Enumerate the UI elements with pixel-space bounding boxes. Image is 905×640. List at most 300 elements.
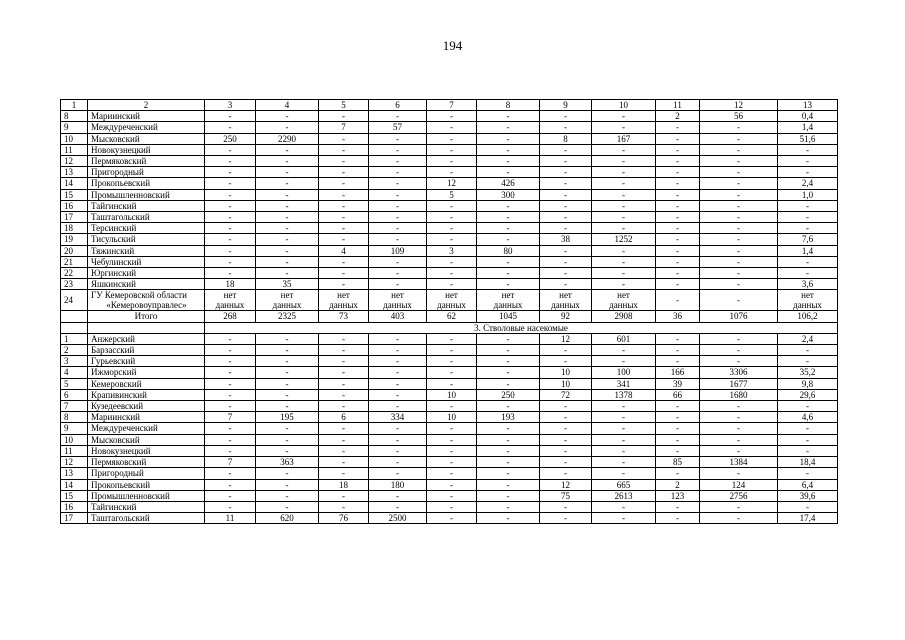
district-name: Новокузнецкий — [88, 144, 205, 155]
no-data-cell — [369, 290, 427, 311]
value-cell: - — [256, 167, 319, 178]
value-cell: - — [700, 245, 778, 256]
value-cell: - — [700, 256, 778, 267]
value-cell: - — [319, 256, 369, 267]
no-data-cell — [319, 290, 369, 311]
value-cell: - — [700, 178, 778, 189]
no-data-line2: данных — [272, 300, 302, 311]
value-cell: - — [319, 501, 369, 512]
row-number: 8 — [61, 111, 88, 122]
value-cell: - — [205, 234, 256, 245]
value-cell: - — [540, 468, 592, 479]
row-number: 9 — [61, 423, 88, 434]
no-data-line2: данных — [215, 300, 245, 311]
value-cell: - — [540, 200, 592, 211]
value-cell: - — [540, 189, 592, 200]
value-cell: - — [592, 356, 656, 367]
value-cell: 85 — [656, 457, 700, 468]
district-name: Юргинский — [88, 268, 205, 279]
value-cell: - — [778, 200, 838, 211]
value-cell: - — [592, 279, 656, 290]
value-cell: - — [778, 167, 838, 178]
value-cell: - — [477, 234, 540, 245]
value-cell: - — [592, 468, 656, 479]
value-cell: - — [477, 223, 540, 234]
no-data-line1: нет — [223, 290, 237, 301]
column-number: 8 — [477, 100, 540, 111]
value-cell: - — [256, 111, 319, 122]
value-cell: - — [592, 111, 656, 122]
value-cell: - — [592, 513, 656, 524]
value-cell: - — [369, 468, 427, 479]
column-number: 11 — [656, 100, 700, 111]
value-cell: 2756 — [700, 490, 778, 501]
value-cell: - — [369, 367, 427, 378]
value-cell: 10 — [540, 378, 592, 389]
value-cell: - — [319, 356, 369, 367]
value-cell: - — [205, 167, 256, 178]
no-data-line2: данных — [383, 300, 412, 311]
value-cell: - — [256, 345, 319, 356]
value-cell: - — [700, 345, 778, 356]
value-cell: 2 — [656, 479, 700, 490]
table-row — [61, 122, 838, 133]
row-number: 11 — [61, 144, 88, 155]
value-cell: 2 — [656, 111, 700, 122]
value-cell: 35,2 — [778, 367, 838, 378]
value-cell: - — [592, 167, 656, 178]
value-cell: - — [592, 268, 656, 279]
value-cell: - — [369, 423, 427, 434]
row-number: 23 — [61, 279, 88, 290]
value-cell: - — [427, 234, 477, 245]
value-cell: - — [477, 156, 540, 167]
value-cell: 3,6 — [778, 279, 838, 290]
value-cell: - — [205, 445, 256, 456]
value-cell: - — [205, 189, 256, 200]
value-cell: - — [656, 412, 700, 423]
district-name: Промышленновский — [88, 490, 205, 501]
table-row — [61, 434, 838, 445]
value-cell: - — [319, 167, 369, 178]
value-cell: - — [369, 189, 427, 200]
value-cell: - — [256, 401, 319, 412]
value-cell: 1677 — [700, 378, 778, 389]
value-cell: - — [656, 468, 700, 479]
total-value: 1076 — [700, 311, 778, 322]
value-cell: - — [540, 122, 592, 133]
value-cell: - — [256, 434, 319, 445]
value-cell: - — [369, 378, 427, 389]
value-cell: - — [656, 279, 700, 290]
value-cell: - — [369, 345, 427, 356]
value-cell: - — [700, 445, 778, 456]
row-number: 11 — [61, 445, 88, 456]
value-cell: - — [700, 333, 778, 344]
row-number: 21 — [61, 256, 88, 267]
total-value: 403 — [369, 311, 427, 322]
table-row — [61, 468, 838, 479]
value-cell: - — [427, 423, 477, 434]
value-cell: - — [369, 133, 427, 144]
table-row — [61, 412, 838, 423]
value-cell: - — [369, 223, 427, 234]
value-cell: - — [319, 445, 369, 456]
value-cell: - — [540, 345, 592, 356]
value-cell: - — [427, 122, 477, 133]
value-cell: - — [369, 501, 427, 512]
value-cell: - — [256, 468, 319, 479]
value-cell: - — [319, 200, 369, 211]
value-cell: - — [427, 268, 477, 279]
value-cell: - — [700, 423, 778, 434]
value-cell: - — [700, 268, 778, 279]
value-cell: 1384 — [700, 457, 778, 468]
value-cell: 38 — [540, 234, 592, 245]
organization-name-line1: ГУ Кемеровской области — [91, 290, 187, 301]
value-cell: - — [540, 268, 592, 279]
row-number: 6 — [61, 389, 88, 400]
value-cell: - — [319, 156, 369, 167]
row-number: 17 — [61, 212, 88, 223]
value-cell: - — [477, 279, 540, 290]
value-cell: - — [592, 178, 656, 189]
row-number: 20 — [61, 245, 88, 256]
value-cell: - — [369, 268, 427, 279]
value-cell: - — [477, 122, 540, 133]
value-cell: - — [700, 468, 778, 479]
value-cell: - — [319, 279, 369, 290]
value-cell: - — [778, 401, 838, 412]
value-cell: 6,4 — [778, 479, 838, 490]
value-cell: - — [256, 212, 319, 223]
district-name: Прокопьевский — [88, 178, 205, 189]
value-cell: - — [477, 378, 540, 389]
value-cell: - — [778, 256, 838, 267]
value-cell: - — [205, 256, 256, 267]
no-data-cell — [477, 290, 540, 311]
value-cell: - — [256, 144, 319, 155]
value-cell: - — [656, 256, 700, 267]
value-cell: - — [592, 401, 656, 412]
district-name: Терсинский — [88, 223, 205, 234]
row-number: 4 — [61, 367, 88, 378]
table-row — [61, 490, 838, 501]
value-cell: - — [427, 401, 477, 412]
table-row — [61, 256, 838, 267]
value-cell: - — [205, 468, 256, 479]
value-cell: - — [205, 423, 256, 434]
value-cell: - — [540, 457, 592, 468]
value-cell: - — [205, 212, 256, 223]
empty-cell — [88, 322, 205, 333]
value-cell: - — [477, 111, 540, 122]
value-cell: 29,6 — [778, 389, 838, 400]
value-cell: - — [369, 256, 427, 267]
value-cell: - — [592, 345, 656, 356]
district-name: Междуреченский — [88, 122, 205, 133]
district-name: Пригородный — [88, 468, 205, 479]
value-cell: - — [319, 111, 369, 122]
value-cell: 66 — [656, 389, 700, 400]
value-cell: - — [700, 156, 778, 167]
value-cell: 3 — [427, 245, 477, 256]
district-name: Пермяковский — [88, 457, 205, 468]
value-cell: - — [700, 122, 778, 133]
district-name: Новокузнецкий — [88, 445, 205, 456]
no-data-line2: данных — [551, 300, 580, 311]
district-name: Мысковский — [88, 133, 205, 144]
header-row — [61, 100, 838, 111]
value-cell: - — [205, 122, 256, 133]
value-cell: - — [656, 445, 700, 456]
value-cell: 11 — [205, 513, 256, 524]
value-cell: - — [205, 111, 256, 122]
value-cell: - — [319, 223, 369, 234]
value-cell: - — [700, 290, 778, 311]
total-value: 2325 — [256, 311, 319, 322]
value-cell: - — [700, 513, 778, 524]
value-cell: - — [477, 345, 540, 356]
value-cell: - — [205, 378, 256, 389]
table-row — [61, 445, 838, 456]
value-cell: - — [256, 122, 319, 133]
value-cell: - — [477, 212, 540, 223]
value-cell: - — [778, 423, 838, 434]
value-cell: - — [319, 178, 369, 189]
value-cell: - — [205, 200, 256, 211]
district-name: Чебулинский — [88, 256, 205, 267]
no-data-cell — [540, 290, 592, 311]
value-cell: 620 — [256, 513, 319, 524]
data-table — [60, 99, 838, 524]
no-data-line1: нет — [391, 290, 404, 301]
district-name: Мариинский — [88, 412, 205, 423]
value-cell: - — [256, 479, 319, 490]
row-number: 13 — [61, 167, 88, 178]
value-cell: - — [369, 434, 427, 445]
value-cell: - — [477, 468, 540, 479]
value-cell: - — [656, 178, 700, 189]
value-cell: 12 — [540, 479, 592, 490]
value-cell: - — [369, 401, 427, 412]
row-number: 2 — [61, 345, 88, 356]
value-cell: - — [656, 345, 700, 356]
value-cell: - — [427, 356, 477, 367]
district-name: Тяжинский — [88, 245, 205, 256]
table-row — [61, 401, 838, 412]
value-cell: - — [369, 200, 427, 211]
value-cell: - — [656, 290, 700, 311]
value-cell: - — [592, 200, 656, 211]
value-cell: - — [427, 111, 477, 122]
row-number: 8 — [61, 412, 88, 423]
district-name: Таштагольский — [88, 212, 205, 223]
empty-cell — [61, 311, 88, 322]
value-cell: - — [427, 490, 477, 501]
value-cell: - — [477, 200, 540, 211]
table-row — [61, 345, 838, 356]
value-cell: - — [778, 445, 838, 456]
value-cell: - — [427, 279, 477, 290]
table-row — [61, 167, 838, 178]
value-cell: - — [540, 501, 592, 512]
value-cell: 10 — [427, 412, 477, 423]
value-cell: - — [656, 268, 700, 279]
value-cell: - — [205, 434, 256, 445]
column-number: 2 — [88, 100, 205, 111]
value-cell: 193 — [477, 412, 540, 423]
row-number: 9 — [61, 122, 88, 133]
value-cell: - — [700, 189, 778, 200]
section-title: 3. Стволовые насекомые — [205, 322, 838, 333]
value-cell: - — [427, 156, 477, 167]
section-row — [61, 322, 838, 333]
no-data-line1: нет — [559, 290, 572, 301]
value-cell: 2500 — [369, 513, 427, 524]
value-cell: - — [205, 144, 256, 155]
value-cell: - — [540, 178, 592, 189]
value-cell: - — [319, 333, 369, 344]
no-data-cell — [778, 290, 838, 311]
value-cell: - — [319, 144, 369, 155]
value-cell: - — [700, 501, 778, 512]
row-number: 19 — [61, 234, 88, 245]
value-cell: - — [592, 457, 656, 468]
value-cell: - — [205, 333, 256, 344]
value-cell: - — [778, 268, 838, 279]
value-cell: - — [700, 167, 778, 178]
table-row — [61, 279, 838, 290]
column-number: 1 — [61, 100, 88, 111]
value-cell: 0,4 — [778, 111, 838, 122]
value-cell: - — [540, 212, 592, 223]
value-cell: - — [656, 122, 700, 133]
table-row — [61, 189, 838, 200]
value-cell: 1,0 — [778, 189, 838, 200]
value-cell: - — [427, 133, 477, 144]
no-data-line1: нет — [617, 290, 630, 301]
district-name: Мысковский — [88, 434, 205, 445]
value-cell: - — [256, 234, 319, 245]
value-cell: - — [256, 256, 319, 267]
value-cell: - — [205, 367, 256, 378]
district-name: Кузедеевский — [88, 401, 205, 412]
value-cell: - — [205, 245, 256, 256]
total-value: 92 — [540, 311, 592, 322]
district-name: Промышленновский — [88, 189, 205, 200]
value-cell: - — [319, 490, 369, 501]
column-number: 6 — [369, 100, 427, 111]
table-row — [61, 200, 838, 211]
value-cell: 57 — [369, 122, 427, 133]
value-cell: 10 — [540, 367, 592, 378]
value-cell: - — [700, 234, 778, 245]
value-cell: - — [256, 445, 319, 456]
value-cell: - — [369, 389, 427, 400]
table-row — [61, 223, 838, 234]
value-cell: 195 — [256, 412, 319, 423]
no-data-line1: нет — [280, 290, 294, 301]
value-cell: 1378 — [592, 389, 656, 400]
total-value: 62 — [427, 311, 477, 322]
row-number: 17 — [61, 513, 88, 524]
value-cell: - — [656, 223, 700, 234]
value-cell: - — [778, 468, 838, 479]
table-row — [61, 156, 838, 167]
row-number: 5 — [61, 378, 88, 389]
value-cell: - — [656, 144, 700, 155]
column-number: 5 — [319, 100, 369, 111]
value-cell: - — [256, 389, 319, 400]
table-row — [61, 144, 838, 155]
value-cell: - — [369, 234, 427, 245]
district-name: Прокопьевский — [88, 479, 205, 490]
value-cell: - — [477, 457, 540, 468]
value-cell: - — [778, 212, 838, 223]
value-cell: - — [319, 468, 369, 479]
value-cell: - — [700, 434, 778, 445]
column-number: 9 — [540, 100, 592, 111]
value-cell: - — [369, 178, 427, 189]
value-cell: - — [256, 490, 319, 501]
value-cell: - — [592, 445, 656, 456]
value-cell: - — [369, 111, 427, 122]
value-cell: 123 — [656, 490, 700, 501]
table-row — [61, 378, 838, 389]
value-cell: - — [256, 245, 319, 256]
value-cell: - — [592, 189, 656, 200]
table-row — [61, 333, 838, 344]
value-cell: 7 — [205, 457, 256, 468]
value-cell: 665 — [592, 479, 656, 490]
value-cell: 10 — [427, 389, 477, 400]
value-cell: - — [256, 378, 319, 389]
no-data-cell — [256, 290, 319, 311]
value-cell: 56 — [700, 111, 778, 122]
value-cell: 12 — [540, 333, 592, 344]
value-cell: - — [256, 367, 319, 378]
value-cell: 12 — [427, 178, 477, 189]
district-name: Тайгинский — [88, 501, 205, 512]
value-cell: 2,4 — [778, 178, 838, 189]
value-cell: 1680 — [700, 389, 778, 400]
table-row — [61, 501, 838, 512]
value-cell: - — [256, 501, 319, 512]
value-cell: - — [256, 356, 319, 367]
value-cell: 1252 — [592, 234, 656, 245]
table-row — [61, 212, 838, 223]
value-cell: - — [540, 144, 592, 155]
total-value: 2908 — [592, 311, 656, 322]
value-cell: - — [477, 333, 540, 344]
value-cell: - — [540, 356, 592, 367]
row-number: 15 — [61, 490, 88, 501]
value-cell: 1,4 — [778, 245, 838, 256]
value-cell: - — [477, 133, 540, 144]
value-cell: - — [540, 223, 592, 234]
value-cell: - — [427, 378, 477, 389]
value-cell: - — [319, 401, 369, 412]
value-cell: - — [592, 223, 656, 234]
value-cell: - — [319, 212, 369, 223]
value-cell: - — [427, 367, 477, 378]
row-number: 14 — [61, 178, 88, 189]
value-cell: - — [427, 167, 477, 178]
value-cell: - — [205, 389, 256, 400]
value-cell: - — [205, 268, 256, 279]
value-cell: - — [319, 345, 369, 356]
